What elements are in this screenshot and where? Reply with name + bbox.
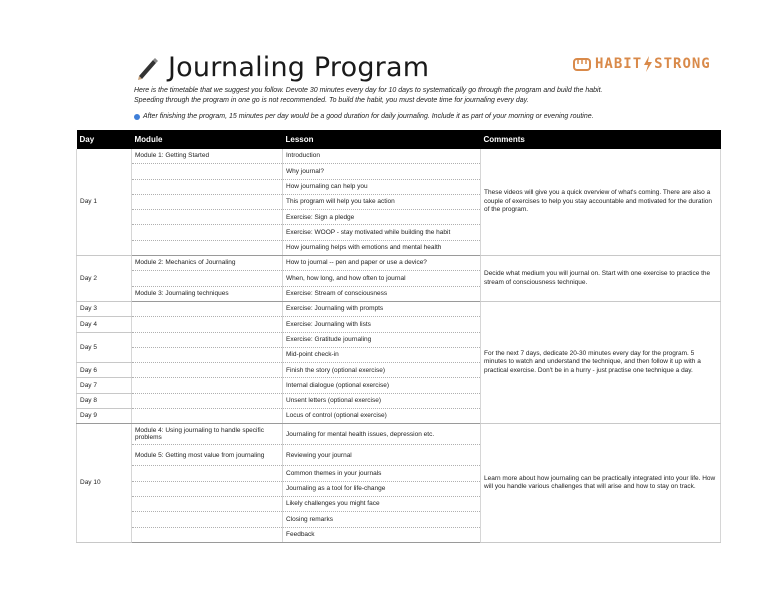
day-cell: Day 6: [77, 363, 132, 378]
logo-text-strong: STRONG: [654, 56, 711, 72]
lesson-cell: Journaling for mental health issues, depression etc.: [283, 424, 481, 445]
lesson-cell: Exercise: Stream of consciousness: [283, 286, 481, 301]
day-cell: Day 10: [77, 424, 132, 542]
lightning-icon: [643, 56, 653, 72]
module-cell: Module 3: Journaling techniques: [132, 286, 283, 301]
comment-cell: Decide what medium you will journal on. Start with one exercise to practice the stream of consciousness technique.: [481, 256, 721, 302]
module-cell: Module 1: Getting Started: [132, 149, 283, 164]
day-cell: Day 4: [77, 317, 132, 332]
lesson-cell: Internal dialogue (optional exercise): [283, 378, 481, 393]
day-cell: Day 1: [77, 149, 132, 256]
comment-cell: For the next 7 days, dedicate 20-30 minutes every day for the program. 5 minutes to watch and understand the technique, and then follow it up with a practical exercise. Don't be in a hurry - just practise one technique a day.: [481, 301, 721, 423]
intro-line: Here is the timetable that we suggest you follow. Devote 30 minutes every day for 10 days to systematically go through the program and build the habit.: [134, 87, 603, 94]
module-cell: Module 2: Mechanics of Journaling: [132, 256, 283, 271]
module-cell: [132, 347, 283, 362]
schedule-table: [76, 130, 721, 543]
day-cell: Day 5: [77, 332, 132, 363]
day-cell: Day 2: [77, 256, 132, 302]
lesson-cell: Likely challenges you might face: [283, 496, 481, 511]
header-module: Module: [132, 130, 283, 149]
lesson-cell: Introduction: [283, 149, 481, 164]
module-cell: [132, 481, 283, 496]
lesson-cell: How journaling helps with emotions and mental health: [283, 240, 481, 255]
module-cell: [132, 332, 283, 347]
day-cell: Day 8: [77, 393, 132, 408]
lesson-cell: Why journal?: [283, 164, 481, 179]
module-cell: [132, 210, 283, 225]
lesson-cell: Reviewing your journal: [283, 445, 481, 466]
lesson-cell: Unsent letters (optional exercise): [283, 393, 481, 408]
module-cell: [132, 225, 283, 240]
module-cell: Module 5: Getting most value from journaling: [132, 445, 283, 466]
lesson-cell: This program will help you take action: [283, 194, 481, 209]
module-cell: [132, 164, 283, 179]
day-cell: Day 7: [77, 378, 132, 393]
comment-cell: These videos will give you a quick overview of what's coming. There are also a couple of exercises to help you stay accountable and motivated for the duration of the program.: [481, 149, 721, 256]
note-text: After finishing the program, 15 minutes per day would be a good duration for daily journaling. Include it as part of your morning or evening routine.: [143, 113, 594, 120]
header-lesson: Lesson: [283, 130, 481, 149]
module-cell: [132, 301, 283, 316]
comment-cell: Learn more about how journaling can be practically integrated into your life. How will you handle various challenges that will arise and how to stay on track.: [481, 424, 721, 542]
fist-icon: [572, 55, 592, 73]
module-cell: [132, 409, 283, 424]
module-cell: [132, 378, 283, 393]
module-cell: [132, 496, 283, 511]
module-cell: [132, 393, 283, 408]
table-row: [77, 424, 721, 445]
lesson-cell: When, how long, and how often to journal: [283, 271, 481, 286]
lesson-cell: Exercise: Sign a pledge: [283, 210, 481, 225]
pencil-icon: [134, 55, 160, 81]
table-header-row: [77, 130, 721, 149]
table-row: [77, 256, 721, 271]
module-cell: [132, 240, 283, 255]
page-title: Journaling Program: [168, 52, 430, 83]
lesson-cell: Exercise: Journaling with prompts: [283, 301, 481, 316]
lesson-cell: Locus of control (optional exercise): [283, 409, 481, 424]
module-cell: [132, 527, 283, 542]
lesson-cell: Closing remarks: [283, 512, 481, 527]
module-cell: [132, 271, 283, 286]
logo-text-habit: HABIT: [595, 56, 643, 72]
module-cell: [132, 466, 283, 481]
intro-line: Speeding through the program in one go is not recommended. To build the habit, you must devote time for journaling every day.: [134, 96, 529, 104]
day-cell: Day 3: [77, 301, 132, 316]
lesson-cell: Feedback: [283, 527, 481, 542]
table-row: [77, 301, 721, 316]
header-day: Day: [77, 130, 132, 149]
module-cell: Module 4: Using journaling to handle specific problems: [132, 424, 283, 445]
lesson-cell: Mid-point check-in: [283, 347, 481, 362]
program-note: [134, 113, 694, 120]
brand-logo: [572, 55, 711, 73]
module-cell: [132, 363, 283, 378]
module-cell: [132, 512, 283, 527]
table-row: [77, 149, 721, 164]
lesson-cell: Journaling as a tool for life-change: [283, 481, 481, 496]
lesson-cell: Finish the story (optional exercise): [283, 363, 481, 378]
lesson-cell: Exercise: Gratitude journaling: [283, 332, 481, 347]
lesson-cell: Common themes in your journals: [283, 466, 481, 481]
bullet-icon: [134, 114, 140, 120]
header-comments: Comments: [481, 130, 721, 149]
lesson-cell: How journaling can help you: [283, 179, 481, 194]
module-cell: [132, 194, 283, 209]
module-cell: [132, 317, 283, 332]
intro-text: [134, 86, 694, 105]
lesson-cell: Exercise: Journaling with lists: [283, 317, 481, 332]
day-cell: Day 9: [77, 409, 132, 424]
module-cell: [132, 179, 283, 194]
lesson-cell: Exercise: WOOP - stay motivated while building the habit: [283, 225, 481, 240]
lesson-cell: How to journal -- pen and paper or use a device?: [283, 256, 481, 271]
title-row: [134, 52, 429, 83]
